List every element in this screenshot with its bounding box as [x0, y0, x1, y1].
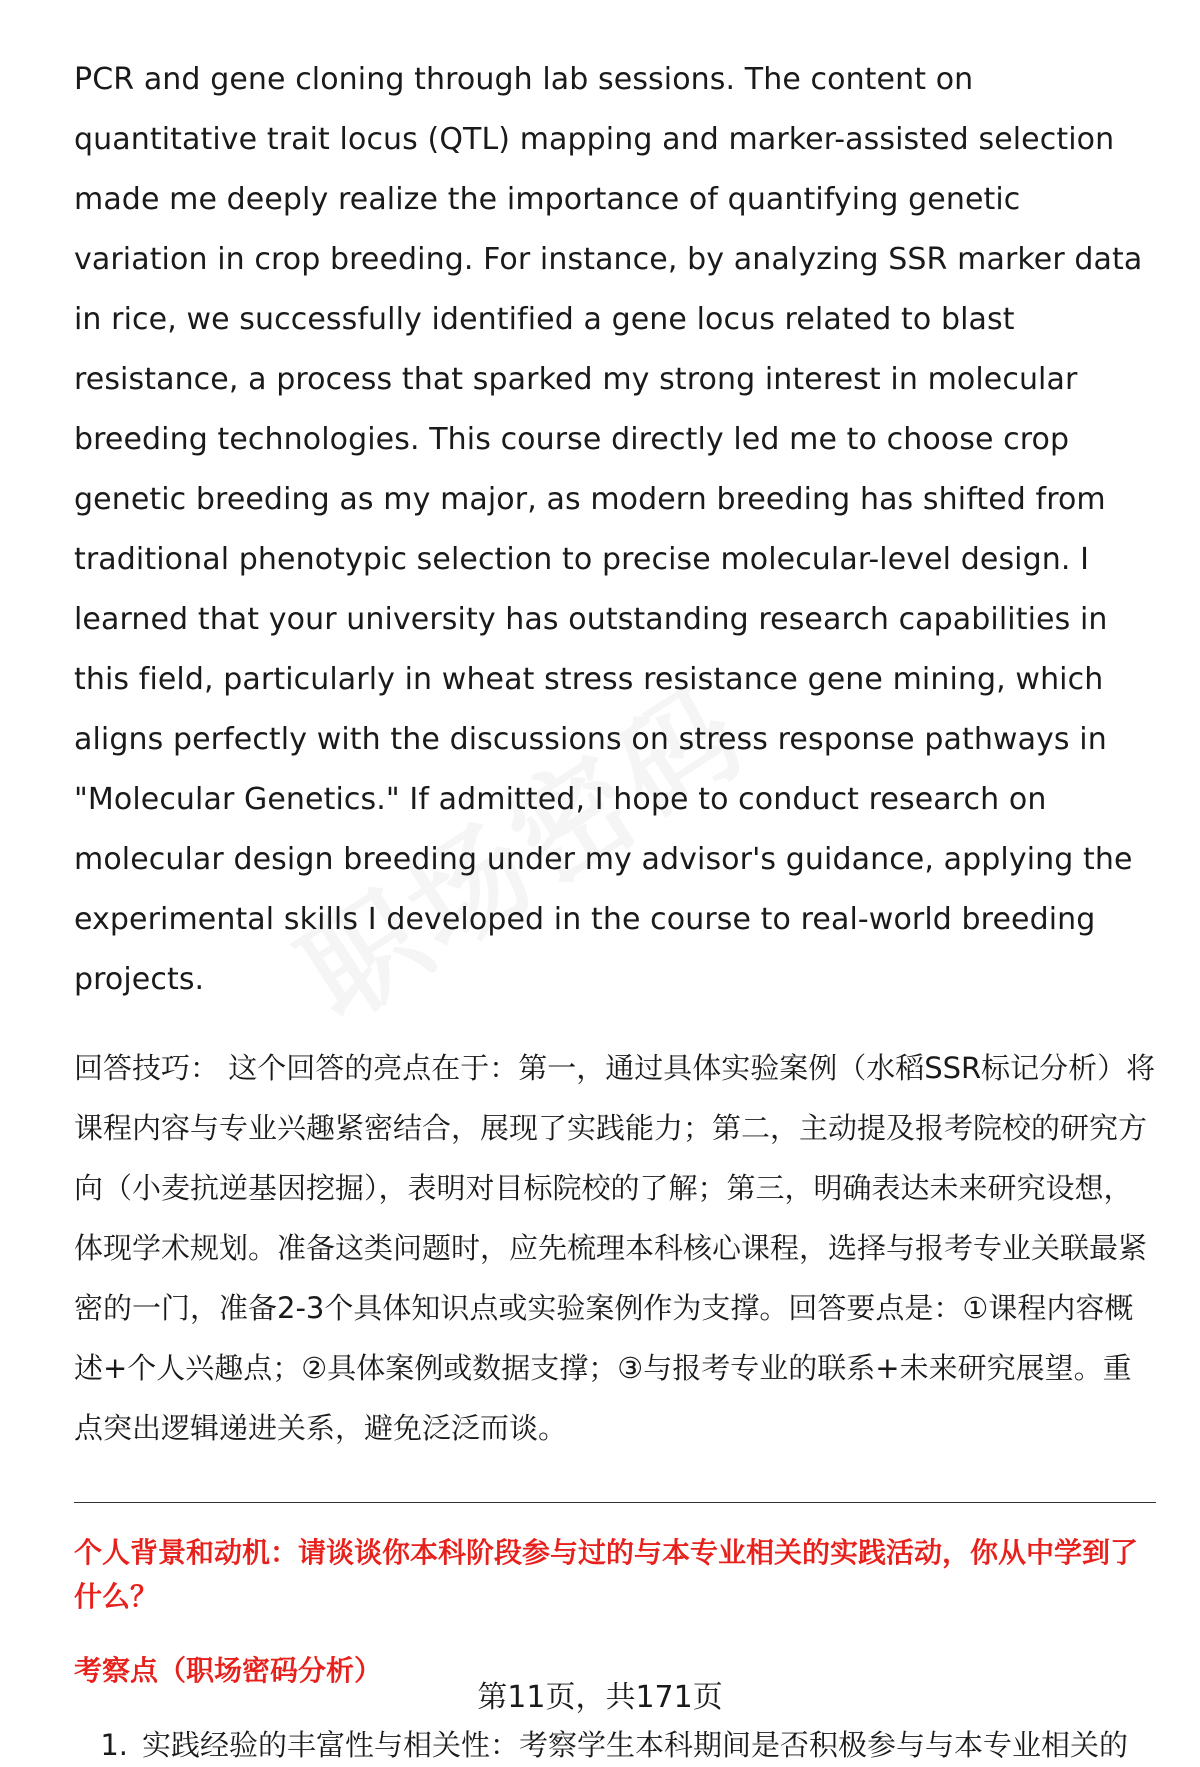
section-divider [74, 1502, 1156, 1503]
assessment-list [74, 1723, 1156, 1767]
page-footer: 第11页，共171页 [477, 1680, 723, 1715]
list-item-text: 实践经验的丰富性与相关性：考察学生本科期间是否积极参与与本专业相关的 [142, 1728, 1129, 1762]
question-heading: 个人背景和动机：请谈谈你本科阶段参与过的与本专业相关的实践活动，你从中学到了什么？ [74, 1536, 1139, 1613]
document-page [74, 50, 1156, 1767]
answer-paragraph: PCR and gene cloning through lab sessions. The content on quantitative trait locus (QTL) mapping and marker-assisted selection made me deeply realize the importance of quantifying genetic variation in crop breeding. For instance, by analyzing SSR marker data in rice, we successfully identified a gene locus related to blast resistance, a process that sparked my strong interest in molecular breeding technologies. This course directly led me to choose crop genetic breeding as my major, as modern breeding has shifted from traditional phenotypic selection to precise molecular-level design. I learned that your university has outstanding research capabilities in this field, particularly in wheat stress resistance gene mining, which aligns perfectly with the discussions on stress response pathways in "Molecular Genetics." If admitted, I hope to conduct research on molecular design breeding under my advisor's guidance, applying the experimental skills I developed in the course to real-world breeding projects. [74, 62, 1143, 997]
assessment-heading: 考察点（职场密码分析） [74, 1654, 383, 1687]
list-item [74, 1723, 1156, 1767]
tips-paragraph: 回答技巧： 这个回答的亮点在于：第一，通过具体实验案例（水稻SSR标记分析）将课程内容与专业兴趣紧密结合，展现了实践能力；第二，主动提及报考院校的研究方向（小麦抗逆基因挖掘），表明对目标院校的了解；第三，明确表达未来研究设想，体现学术规划。准备这类问题时，应先梳理本科核心课程，选择与报考专业关联最紧密的一门，准备2-3个具体知识点或实验案例作为支撑。回答要点是：①课程内容概述+个人兴趣点；②具体案例或数据支撑；③与报考专业的联系+未来研究展望。重点突出逻辑递进关系，避免泛泛而谈。 [74, 1051, 1156, 1445]
list-item-number: 1. [100, 1728, 128, 1762]
